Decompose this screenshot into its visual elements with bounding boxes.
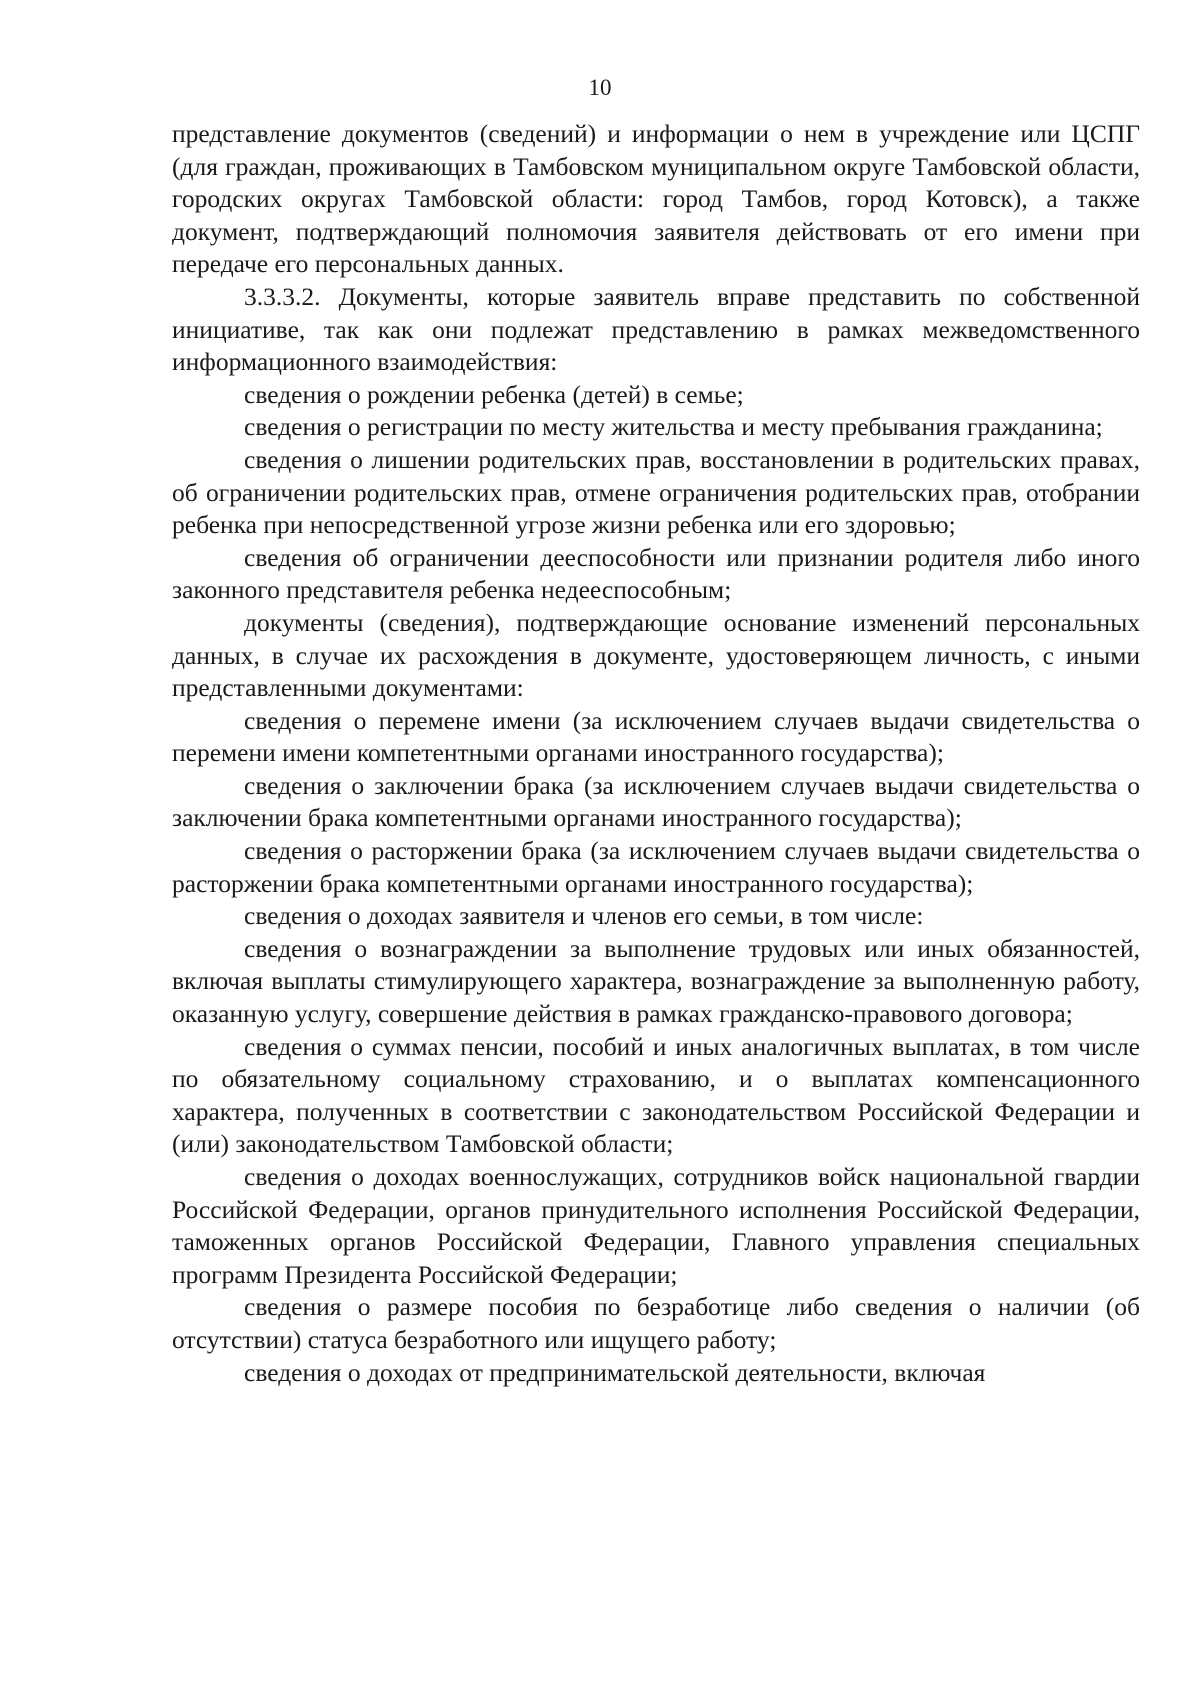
paragraph: сведения о вознаграждении за выполнение трудовых или иных обязанностей, включая выплаты стимулирующего характера, вознаграждение за выполненную работу, оказанную услугу, совершение действия в рамках гражданско-правового договора; xyxy=(172,933,1140,1029)
paragraph: сведения о регистрации по месту жительства и месту пребывания гражданина; xyxy=(244,412,1103,442)
paragraph: сведения о суммах пенсии, пособий и иных аналогичных выплатах, в том числе по обязательному социальному страхованию, и о выплатах компенсационного характера, полученных в соответствии с законодательством Российской Федерации и (или) законодательством Тамбовской области; xyxy=(172,1031,1140,1159)
paragraph: сведения о заключении брака (за исключением случаев выдачи свидетельства о заключении брака компетентными органами иностранного государства); xyxy=(172,770,1140,833)
paragraph: сведения о расторжении брака (за исключением случаев выдачи свидетельства о расторжении брака компетентными органами иностранного государства); xyxy=(172,836,1140,898)
paragraph: сведения о доходах военнослужащих, сотрудников войск национальной гвардии Российской Федерации, органов принудительного исполнения Российской Федерации, таможенных органов Российской Федерации, Главного управления специальных программ Президента Российской Федерации; xyxy=(172,1162,1140,1289)
document-body xyxy=(172,118,1140,1389)
paragraph: сведения о размере пособия по безработице либо сведения о наличии (об отсутствии) статуса безработного или ищущего работу; xyxy=(172,1292,1140,1354)
paragraph: представление документов (сведений) и информации о нем в учреждение или ЦСПГ (для граждан, проживающих в Тамбовском муниципальном округе Тамбовской области, городских округах Тамбовской области: город Тамбов, город Котовск), а также документ, подтверждающий полномочия заявителя действовать от его имени при передаче его персональных данных. xyxy=(172,119,1140,279)
paragraph: документы (сведения), подтверждающие основание изменений персональных данных, в случае их расхождения в документе, удостоверяющем личность, с иными представленными документами: xyxy=(172,607,1140,703)
paragraph: 3.3.3.2. Документы, которые заявитель вправе представить по собственной инициативе, так как они подлежат представлению в рамках межведомственного информационного взаимодействия: xyxy=(172,281,1140,377)
paragraph: сведения о доходах от предпринимательской деятельности, включая xyxy=(244,1357,986,1387)
page-number: 10 xyxy=(588,75,612,100)
paragraph: сведения об ограничении дееспособности или признании родителя либо иного законного представителя ребенка недееспособным; xyxy=(172,542,1140,605)
paragraph: сведения о доходах заявителя и членов его семьи, в том числе: xyxy=(244,901,924,931)
paragraph: сведения о лишении родительских прав, восстановлении в родительских правах, об ограничении родительских прав, отмене ограничения родительских прав, отобрании ребенка при непосредственной угрозе жизни ребенка или его здоровью; xyxy=(172,444,1140,540)
paragraph: сведения о рождении ребенка (детей) в семье; xyxy=(244,379,744,409)
paragraph: сведения о перемене имени (за исключением случаев выдачи свидетельства о перемени имени компетентными органами иностранного государства); xyxy=(172,705,1140,768)
